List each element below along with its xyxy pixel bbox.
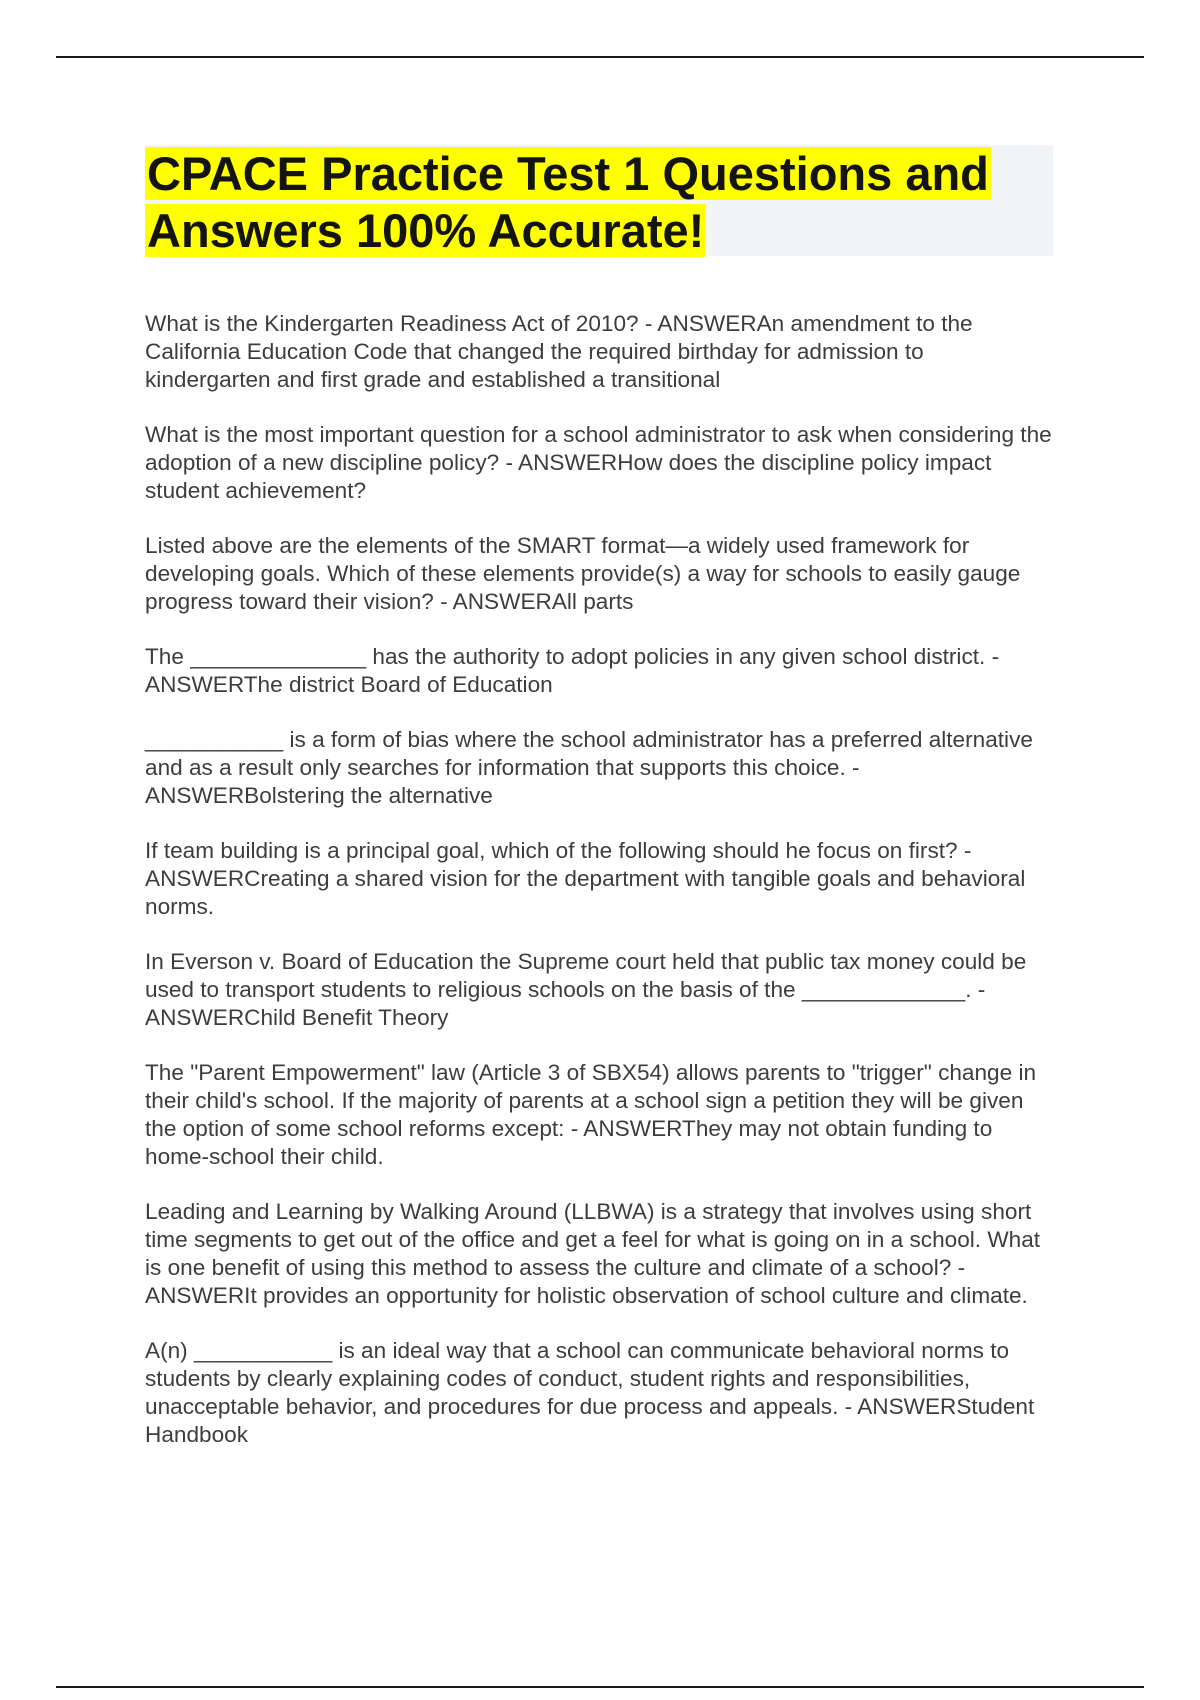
qa-list	[145, 310, 1055, 1476]
qa-entry: In Everson v. Board of Education the Supreme court held that public tax money could be used to transport students to religious schools on the basis of the _____________. - ANSWERChild Benefit Theory	[145, 949, 1027, 1030]
title-highlight: CPACE Practice Test 1 Questions and Answers 100% Accurate!	[147, 147, 989, 257]
top-rule	[56, 56, 1144, 58]
qa-entry: The "Parent Empowerment" law (Article 3 of SBX54) allows parents to "trigger" change in their child's school. If the majority of parents at a school sign a petition they will be given the option of some school reforms except: - ANSWERThey may not obtain funding to home-school their child.	[145, 1060, 1037, 1169]
qa-entry: Listed above are the elements of the SMART format—a widely used framework for developing goals. Which of these elements provide(s) a way for schools to easily gauge progress toward their vision? - ANSWERAll parts	[145, 533, 1021, 614]
qa-entry: If team building is a principal goal, which of the following should he focus on first? - ANSWERCreating a shared vision for the department with tangible goals and behavioral norms.	[145, 838, 1026, 919]
qa-entry: What is the Kindergarten Readiness Act of 2010? - ANSWERAn amendment to the California Education Code that changed the required birthday for admission to kindergarten and first grade and established a transitional	[145, 311, 973, 392]
qa-entry: Leading and Learning by Walking Around (LLBWA) is a strategy that involves using short time segments to get out of the office and get a feel for what is going on in a school. What is one benefit of using this method to assess the culture and climate of a school? - ANSWERIt provides an opportunity for holistic observation of school culture and climate.	[145, 1199, 1041, 1308]
qa-entry: A(n) ___________ is an ideal way that a school can communicate behavioral norms to students by clearly explaining codes of conduct, student rights and responsibilities, unacceptable behavior, and procedures for due process and appeals. - ANSWERStudent Handbook	[145, 1338, 1035, 1447]
document-title	[145, 145, 1053, 259]
bottom-rule	[56, 1686, 1144, 1688]
title-block	[145, 145, 1053, 256]
qa-entry: What is the most important question for a school administrator to ask when considering the adoption of a new discipline policy? - ANSWERHow does the discipline policy impact student achievement?	[145, 422, 1052, 503]
qa-entry: The ______________ has the authority to adopt policies in any given school district. - ANSWERThe district Board of Education	[145, 644, 1000, 697]
qa-entry: ___________ is a form of bias where the school administrator has a preferred alternative and as a result only searches for information that supports this choice. - ANSWERBolstering the alternative	[145, 727, 1033, 808]
